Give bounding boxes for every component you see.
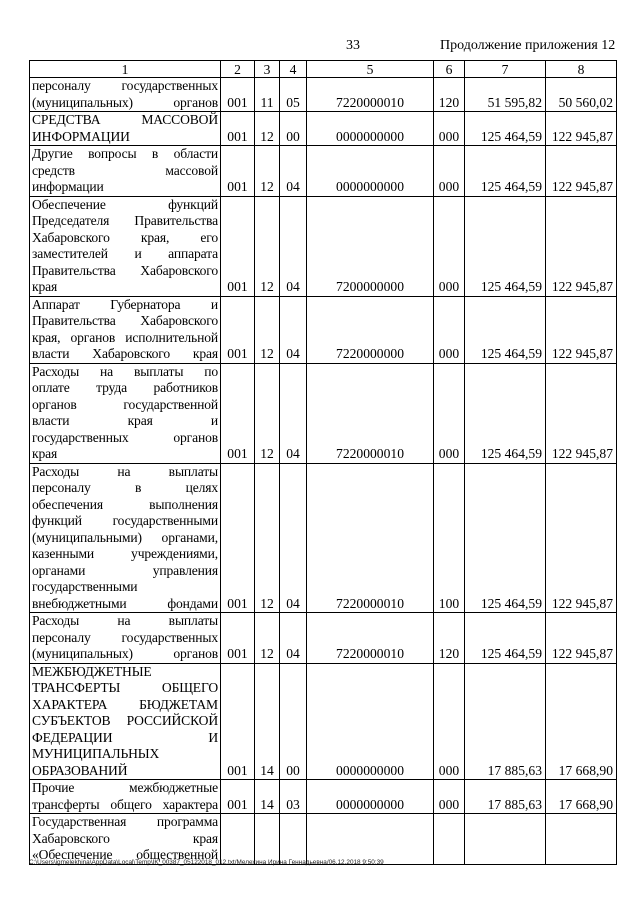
amount-cell-col8: 17 668,90 <box>546 663 617 780</box>
page-number: 33 <box>346 38 360 53</box>
subsection-code-cell: 04 <box>280 463 307 613</box>
expense-type-cell: 000 <box>434 663 465 780</box>
amount-cell-col7: 125 464,59 <box>465 112 546 146</box>
table-row <box>30 814 617 865</box>
row-name-line: Правительства Хабаровского <box>32 313 218 328</box>
row-name-line: обеспечения выполнения <box>32 496 218 512</box>
row-name-line: (муниципальных) органов <box>32 94 218 110</box>
expense-type-cell: 000 <box>434 363 465 463</box>
expense-type-cell: 100 <box>434 463 465 613</box>
expense-type-cell: 000 <box>434 296 465 363</box>
row-name-cell <box>30 196 221 296</box>
expense-type-cell: 120 <box>434 613 465 664</box>
target-article-cell <box>307 814 434 865</box>
amount-cell-col7: 125 464,59 <box>465 146 546 197</box>
subsection-code-cell: 04 <box>280 296 307 363</box>
amount-cell-col8: 122 945,87 <box>546 296 617 363</box>
section-code-cell: 12 <box>255 363 280 463</box>
row-name-line: Аппарат Губернатора и <box>32 296 218 312</box>
appendix-continuation-label: Продолжение приложения 12 <box>440 38 616 53</box>
row-name-line: Другие вопросы в области <box>32 146 218 161</box>
row-name-line: Прочие межбюджетные <box>32 780 218 795</box>
amount-cell-col7: 125 464,59 <box>465 363 546 463</box>
target-article-cell: 0000000000 <box>307 146 434 197</box>
row-name-line: СУБЪЕКТОВ РОССИЙСКОЙ <box>32 713 218 728</box>
subsection-code-cell: 04 <box>280 196 307 296</box>
amount-cell-col7: 125 464,59 <box>465 613 546 664</box>
row-name-line: трансферты общего характера <box>32 796 218 812</box>
expense-type-cell: 120 <box>434 78 465 112</box>
row-name-line: ФЕДЕРАЦИИ И <box>32 729 218 745</box>
subsection-code-cell: 03 <box>280 780 307 814</box>
section-code-cell: 12 <box>255 146 280 197</box>
expense-type-cell: 000 <box>434 196 465 296</box>
table-row <box>30 613 617 664</box>
column-header: 6 <box>434 61 465 78</box>
amount-cell-col7: 17 885,63 <box>465 780 546 814</box>
row-name-cell <box>30 814 221 865</box>
row-name-line: края <box>32 446 58 461</box>
ministry-code-cell: 001 <box>221 146 255 197</box>
column-header: 8 <box>546 61 617 78</box>
expense-type-cell: 000 <box>434 146 465 197</box>
row-name-cell <box>30 363 221 463</box>
amount-cell-col8: 122 945,87 <box>546 363 617 463</box>
amount-cell-col7: 125 464,59 <box>465 196 546 296</box>
target-article-cell: 0000000000 <box>307 663 434 780</box>
row-name-line: Обеспечение функций <box>32 196 218 212</box>
column-header: 1 <box>30 61 221 78</box>
row-name-line: ТРАНСФЕРТЫ ОБЩЕГО <box>32 680 218 695</box>
row-name-line: власти Хабаровского края <box>32 346 218 361</box>
row-name-line: МУНИЦИПАЛЬНЫХ <box>32 746 160 761</box>
table-row <box>30 146 617 197</box>
amount-cell-col8 <box>546 814 617 865</box>
table-row <box>30 363 617 463</box>
target-article-cell: 7220000010 <box>307 463 434 613</box>
row-name-line: власти края и <box>32 413 218 428</box>
row-name-cell <box>30 663 221 780</box>
target-article-cell: 7220000000 <box>307 296 434 363</box>
row-name-cell <box>30 112 221 146</box>
target-article-cell: 7220000010 <box>307 78 434 112</box>
ministry-code-cell: 001 <box>221 780 255 814</box>
table-row <box>30 663 617 780</box>
row-name-line: (муниципальными) органами, <box>32 529 218 545</box>
row-name-line: Хабаровского края, его <box>32 229 218 245</box>
subsection-code-cell: 05 <box>280 78 307 112</box>
row-name-line: Председателя Правительства <box>32 213 218 228</box>
row-name-cell <box>30 296 221 363</box>
row-name-line: государственных органов <box>32 429 218 445</box>
row-name-line: персоналу в целях <box>32 480 218 495</box>
ministry-code-cell: 001 <box>221 78 255 112</box>
column-header: 2 <box>221 61 255 78</box>
table-row <box>30 78 617 112</box>
row-name-cell <box>30 78 221 112</box>
row-name-line: органами управления <box>32 562 218 578</box>
row-name-cell <box>30 146 221 197</box>
row-name-line: информации <box>32 179 104 194</box>
row-name-line: персоналу государственных <box>32 78 218 93</box>
table-row <box>30 296 617 363</box>
row-name-line: ОБРАЗОВАНИЙ <box>32 762 128 778</box>
row-name-line: средств массовой <box>32 162 218 178</box>
row-name-cell <box>30 463 221 613</box>
section-code-cell <box>255 814 280 865</box>
target-article-cell: 7200000000 <box>307 196 434 296</box>
table-row <box>30 780 617 814</box>
ministry-code-cell: 001 <box>221 463 255 613</box>
section-code-cell: 12 <box>255 613 280 664</box>
target-article-cell: 0000000000 <box>307 780 434 814</box>
row-name-line: функций государственными <box>32 513 218 528</box>
table-body <box>30 78 617 865</box>
section-code-cell: 12 <box>255 112 280 146</box>
row-name-line: государственными <box>32 579 138 594</box>
subsection-code-cell: 00 <box>280 663 307 780</box>
row-name-cell <box>30 780 221 814</box>
table-row <box>30 463 617 613</box>
ministry-code-cell: 001 <box>221 296 255 363</box>
row-name-line: ХАРАКТЕРА БЮДЖЕТАМ <box>32 696 218 712</box>
row-name-cell <box>30 613 221 664</box>
section-code-cell: 14 <box>255 663 280 780</box>
row-name-line: Государственная программа <box>32 814 218 829</box>
amount-cell-col8: 122 945,87 <box>546 112 617 146</box>
section-code-cell: 12 <box>255 296 280 363</box>
row-name-line: ИНФОРМАЦИИ <box>32 128 130 144</box>
budget-table <box>29 60 617 865</box>
subsection-code-cell: 00 <box>280 112 307 146</box>
amount-cell-col7 <box>465 814 546 865</box>
row-name-line: казенными учреждениями, <box>32 546 218 561</box>
row-name-line: (муниципальных) органов <box>32 646 218 661</box>
amount-cell-col7: 125 464,59 <box>465 296 546 363</box>
ministry-code-cell: 001 <box>221 663 255 780</box>
row-name-line: органов государственной <box>32 396 218 412</box>
row-name-line: заместителей и аппарата <box>32 246 218 261</box>
amount-cell-col8: 17 668,90 <box>546 780 617 814</box>
expense-type-cell: 000 <box>434 112 465 146</box>
row-name-line: края, органов исполнительной <box>32 329 218 345</box>
amount-cell-col8: 122 945,87 <box>546 463 617 613</box>
section-code-cell: 14 <box>255 780 280 814</box>
row-name-line: Хабаровского края <box>32 830 218 846</box>
amount-cell-col8: 122 945,87 <box>546 146 617 197</box>
row-name-line: Расходы на выплаты <box>32 613 218 628</box>
row-name-line: Расходы на выплаты <box>32 463 218 479</box>
amount-cell-col8: 50 560,02 <box>546 78 617 112</box>
ministry-code-cell: 001 <box>221 613 255 664</box>
table-header-row <box>30 61 617 78</box>
section-code-cell: 11 <box>255 78 280 112</box>
column-header: 5 <box>307 61 434 78</box>
expense-type-cell <box>434 814 465 865</box>
ministry-code-cell: 001 <box>221 363 255 463</box>
table-row <box>30 196 617 296</box>
subsection-code-cell <box>280 814 307 865</box>
amount-cell-col7: 125 464,59 <box>465 463 546 613</box>
column-header: 7 <box>465 61 546 78</box>
row-name-line: внебюджетными фондами <box>32 595 218 611</box>
target-article-cell: 7220000010 <box>307 613 434 664</box>
target-article-cell: 7220000010 <box>307 363 434 463</box>
amount-cell-col7: 51 595,82 <box>465 78 546 112</box>
amount-cell-col8: 122 945,87 <box>546 613 617 664</box>
row-name-line: персоналу государственных <box>32 629 218 645</box>
subsection-code-cell: 04 <box>280 613 307 664</box>
row-name-line: Правительства Хабаровского <box>32 262 218 278</box>
footer-file-path: C:\Users\igmelekhina\AppData\Local\Temp\IK_00387_05122018_012.txt/Мелехина Ирина Геннадьевна/06.12.2018 9:50:39 <box>29 859 384 866</box>
row-name-line: Расходы на выплаты по <box>32 363 218 379</box>
expense-type-cell: 000 <box>434 780 465 814</box>
row-name-line: оплате труда работников <box>32 380 218 395</box>
ministry-code-cell <box>221 814 255 865</box>
row-name-line: края <box>32 279 58 294</box>
table-row <box>30 112 617 146</box>
section-code-cell: 12 <box>255 463 280 613</box>
section-code-cell: 12 <box>255 196 280 296</box>
ministry-code-cell: 001 <box>221 196 255 296</box>
subsection-code-cell: 04 <box>280 363 307 463</box>
row-name-line: «Обеспечение общественной <box>32 847 218 862</box>
amount-cell-col8: 122 945,87 <box>546 196 617 296</box>
row-name-line: МЕЖБЮДЖЕТНЫЕ <box>32 663 152 679</box>
row-name-line: СРЕДСТВА МАССОВОЙ <box>32 112 218 127</box>
column-header: 3 <box>255 61 280 78</box>
subsection-code-cell: 04 <box>280 146 307 197</box>
column-header: 4 <box>280 61 307 78</box>
amount-cell-col7: 17 885,63 <box>465 663 546 780</box>
target-article-cell: 0000000000 <box>307 112 434 146</box>
ministry-code-cell: 001 <box>221 112 255 146</box>
